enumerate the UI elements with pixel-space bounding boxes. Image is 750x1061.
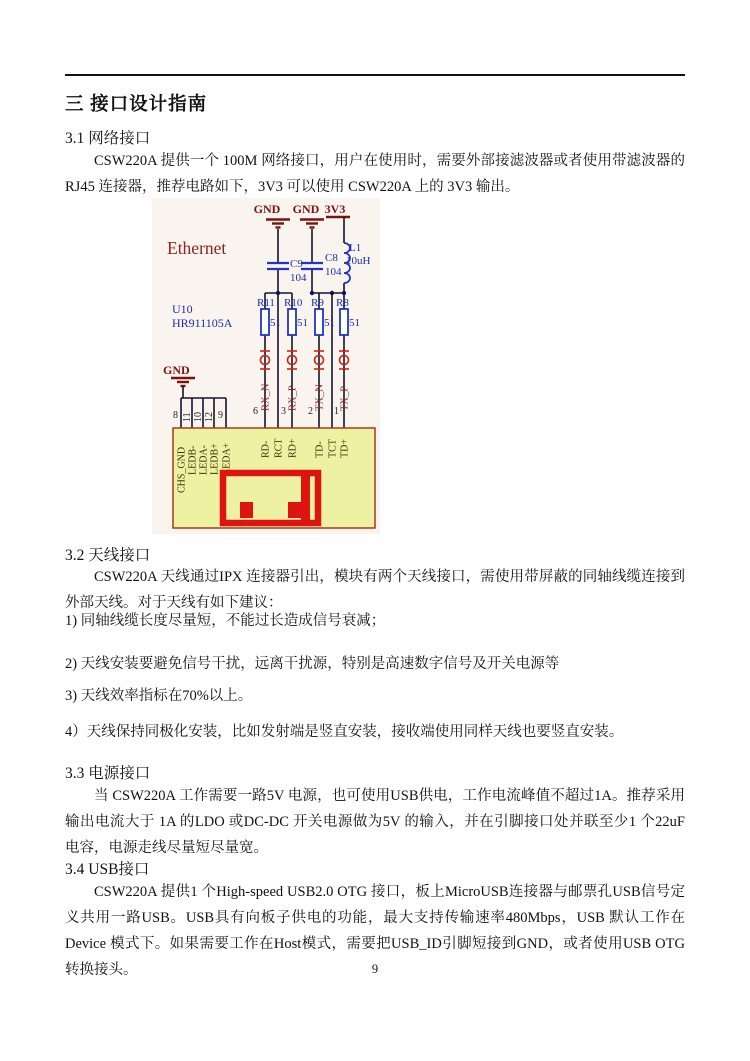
pin-label-chs-gnd: CHS_GND (176, 446, 188, 493)
paragraph-3-3: 当 CSW220A 工作需要一路5V 电源，也可使用USB供电，工作电流峰值不超过1A。推荐采用输出电流大于 1A 的LDO 或DC-DC 开关电源做为5V 的输入，并在引脚接口处并联至少1 个22uF 电容，电源走线尽量短尽量宽。 (65, 788, 685, 856)
pin-label-ledb-plus: LEDB+ (209, 443, 221, 475)
net-label-rx-n: RX_N (260, 383, 272, 411)
r10-value: 51 (297, 317, 308, 329)
schematic-canvas (145, 197, 380, 535)
r9-value: 51 (324, 317, 335, 329)
pin-label-td-minus: TD- (314, 441, 326, 458)
l1-ref: L1 (349, 242, 362, 254)
pin-label-ledb-minus: LEDB- (187, 445, 199, 475)
pin-number-3: 3 (281, 406, 286, 417)
r8-ref: R8 (336, 297, 349, 309)
pin-label-rd-plus: RD+ (287, 438, 299, 458)
pin-label-leda-minus: LEDA- (198, 445, 210, 475)
r11-ref: R11 (257, 297, 275, 309)
r10-ref: R10 (284, 297, 303, 309)
ethernet-schematic-figure (145, 197, 380, 535)
pin-number-1: 1 (334, 406, 339, 417)
u10-ref: U10 (172, 302, 193, 316)
pin-label-td-plus: TD+ (339, 439, 351, 458)
c9-value: 104 (290, 272, 307, 284)
header-rule (65, 74, 685, 76)
l1-value: 10uH (346, 255, 371, 267)
resistor-r8 (340, 309, 348, 335)
list-item-3: 3) 天线效率指标在70%以上。 (65, 688, 253, 704)
resistor-r11 (261, 309, 269, 335)
pin-number-10: 10 (193, 412, 204, 422)
paragraph-3-1: CSW220A 提供一个 100M 网络接口，用户在使用时，需要外部接滤波器或者使用带滤波器的 RJ45 连接器，推荐电路如下，3V3 可以使用 CSW220A 上的 3V3 输出。 (65, 153, 685, 195)
u10-part: HR911105A (172, 316, 233, 330)
schematic-title: Ethernet (167, 238, 227, 258)
pin-number-12: 12 (204, 412, 215, 422)
r11-value: 51 (270, 317, 281, 329)
pin-number-6: 6 (253, 406, 258, 417)
net-label-rx-p: RX_P (287, 385, 299, 411)
r8-value: 51 (349, 317, 360, 329)
subsection-3-1-title: 3.1 网络接口 (65, 130, 151, 147)
resistor-r9 (315, 309, 323, 335)
net-label-tx-n: TX_N (314, 384, 326, 411)
3v3-label: 3V3 (324, 202, 346, 216)
list-item-2: 2) 天线安装要避免信号干扰，远离干扰源，特别是高速数字信号及开关电源等 (65, 656, 560, 672)
pin-number-8: 8 (173, 410, 178, 421)
c8-value: 104 (325, 266, 342, 278)
gnd1-label: GND (253, 202, 281, 216)
pin-number-2: 2 (308, 406, 313, 417)
r9-ref: R9 (311, 297, 324, 309)
pin-label-tct: TCT (327, 439, 339, 458)
subsection-3-3-title: 3.3 电源接口 (65, 765, 151, 782)
c9-ref: C9 (290, 258, 303, 270)
paragraph-3-4: CSW220A 提供1 个High-speed USB2.0 OTG 接口，板上MicroUSB连接器与邮票孔USB信号定义共用一路USB。USB具有向板子供电的功能，最大支持传输速率480Mbps，USB 默认工作在Device 模式下。如果需要工作在Host模式，需要把USB_ID引脚短接到GND，或者使用USB OTG转换接头。 (65, 884, 685, 978)
pin-number-11: 11 (182, 412, 193, 422)
pin-number-9: 9 (218, 410, 223, 421)
gnd2-label: GND (292, 202, 320, 216)
net-label-tx-p: TX_P (339, 385, 351, 411)
pin-label-rct: RCT (273, 438, 285, 458)
pin-label-leda-plus: LEDA+ (221, 442, 233, 475)
page-number: 9 (371, 962, 379, 976)
list-item-4: 4）天线保持同极化安装，比如发射端是竖直安装，接收端使用同样天线也要竖直安装。 (65, 724, 624, 740)
subsection-3-2-title: 3.2 天线接口 (65, 547, 151, 564)
chapter-heading: 三 接口设计指南 (65, 95, 208, 115)
resistor-r10 (288, 309, 296, 335)
paragraph-3-2: CSW220A 天线通过IPX 连接器引出，模块有两个天线接口，需使用带屏蔽的同轴线缆连接到外部天线。对于天线有如下建议： (65, 569, 685, 611)
subsection-3-4-title: 3.4 USB接口 (65, 861, 150, 878)
list-item-1: 1) 同轴线缆长度尽量短，不能过长造成信号衰减； (65, 613, 386, 629)
pin-label-rd-minus: RD- (260, 440, 272, 458)
c8-ref: C8 (325, 252, 338, 264)
gnd3-label: GND (163, 363, 190, 377)
